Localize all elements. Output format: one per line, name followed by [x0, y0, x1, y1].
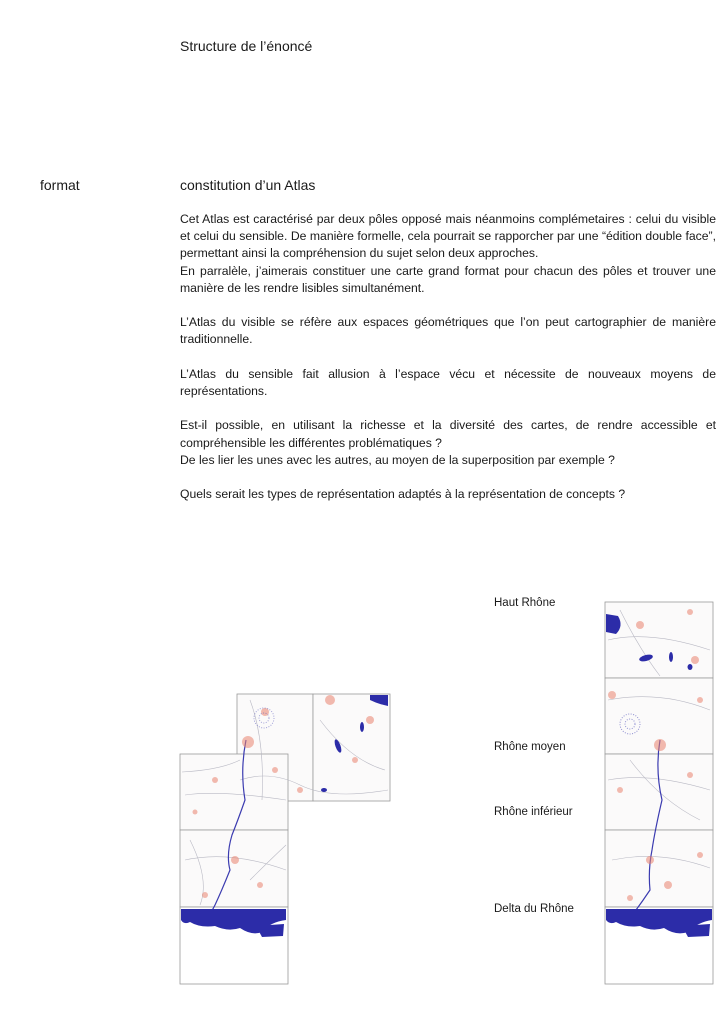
map-assemblage-left	[180, 694, 390, 984]
paragraph-1-line-2: En parralèle, j’aimerais constituer une carte grand format pour chacun des pôles et trouver une manière de les rendre lisibles simultanément.	[180, 263, 716, 295]
paragraph-4-line-1: Est-il possible, en utilisant la richesse et la diversité des cartes, de rendre accessible et compréhensible les différentes problématiques ?	[180, 418, 716, 450]
paragraph-3-line-1: L’Atlas du sensible fait allusion à l’espace vécu et nécessite de nouveaux moyens de représentations.	[180, 366, 716, 398]
paragraph-5-line-1: Quels serait les types de représentation adaptés à la représentation de concepts ?	[180, 487, 626, 502]
paragraph-1-line-1: Cet Atlas est caractérisé par deux pôles opposé mais néanmoins complémetaires : celui du visible et celui du sensible. De manière formelle, cela pourrait se rapporcher par une “édition double face”, permettant ainsi la compréhension du sujet selon deux approches.	[180, 212, 716, 261]
map-tile-haut-rhone	[605, 602, 713, 678]
page-title: Structure de l’énoncé	[180, 38, 313, 54]
map-tile-rhone-lower	[605, 830, 713, 907]
section-title: constitution d’un Atlas	[180, 177, 316, 193]
label-haut-rhone: Haut Rhône	[494, 597, 556, 609]
label-delta-du-rhone: Delta du Rhône	[494, 903, 574, 915]
map-strip-right	[605, 602, 713, 984]
margin-label-format: format	[40, 177, 80, 193]
map-tile-left-top-b	[313, 694, 390, 801]
paragraph-4-line-2: De les lier les unes avec les autres, au moyen de la superposition par exemple ?	[180, 452, 615, 467]
label-rhone-inferieur: Rhône inférieur	[494, 806, 573, 818]
label-rhone-moyen: Rhône moyen	[494, 741, 566, 753]
paragraph-2-line-1: L’Atlas du visible se réfère aux espaces géométriques que l’on peut cartographier de manière traditionnelle.	[180, 315, 716, 347]
map-tile-left-2	[180, 830, 288, 907]
map-tile-left-1	[180, 754, 288, 830]
